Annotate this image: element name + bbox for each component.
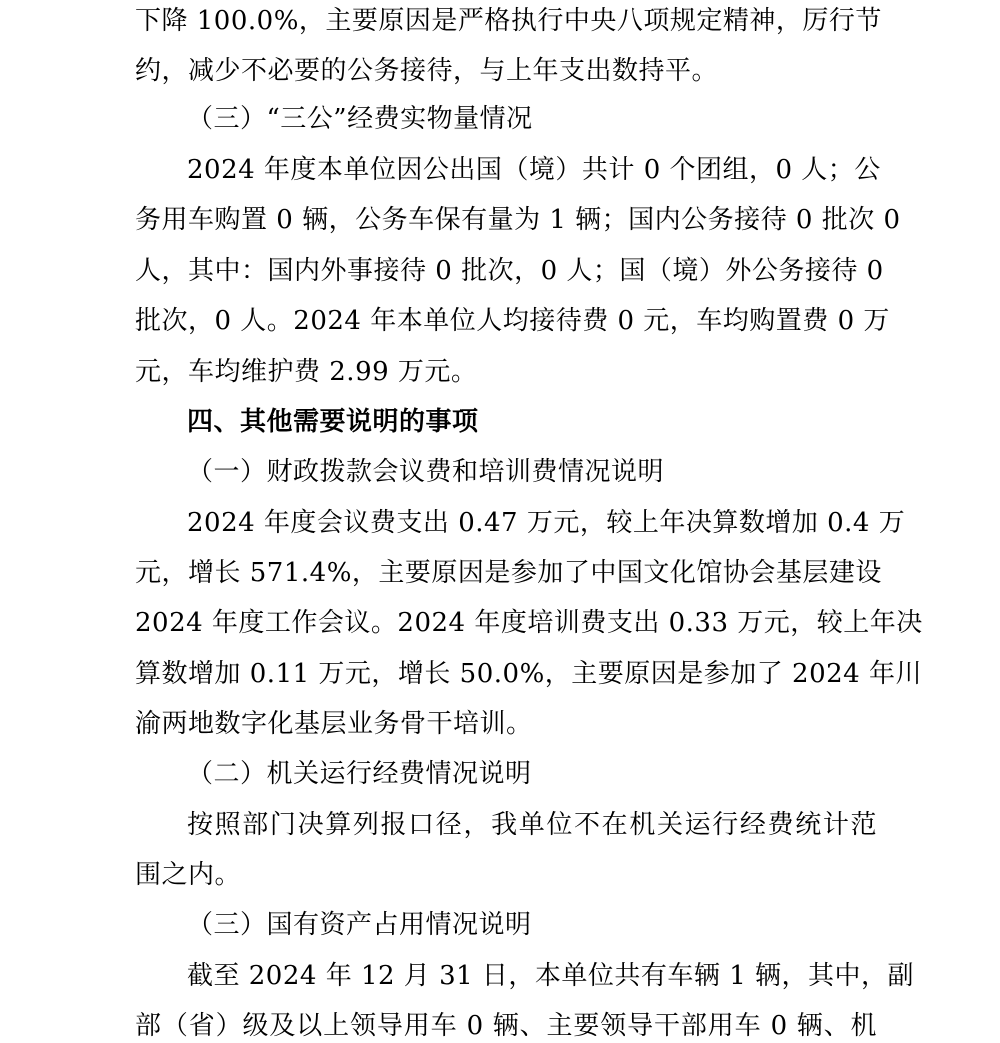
paragraph-line: 围之内。: [135, 860, 242, 890]
paragraph-line: 批次，0 人。2024 年本单位人均接待费 0 元，车均购置费 0 万: [135, 306, 890, 336]
section-heading: （一）财政拨款会议费和培训费情况说明: [187, 457, 665, 487]
paragraph-line: 元，增长 571.4%，主要原因是参加了中国文化馆协会基层建设: [135, 558, 882, 588]
section-heading: （二）机关运行经费情况说明: [187, 759, 532, 789]
paragraph-line: 2024 年度本单位因公出国（境）共计 0 个团组，0 人；公: [187, 155, 881, 185]
section-heading: （三）“三公”经费实物量情况: [187, 104, 533, 134]
paragraph-line: 约，减少不必要的公务接待，与上年支出数持平。: [135, 56, 719, 86]
paragraph-line: 渝两地数字化基层业务骨干培训。: [135, 709, 533, 739]
paragraph-line: 部（省）级及以上领导用车 0 辆、主要领导干部用车 0 辆、机: [135, 1011, 877, 1041]
paragraph-line: 2024 年度会议费支出 0.47 万元，较上年决算数增加 0.4 万: [187, 508, 906, 538]
paragraph-line: 算数增加 0.11 万元，增长 50.0%，主要原因是参加了 2024 年川: [135, 659, 922, 689]
paragraph-line: 下降 100.0%，主要原因是严格执行中央八项规定精神，厉行节: [135, 6, 882, 36]
paragraph-line: 人，其中：国内外事接待 0 批次，0 人；国（境）外公务接待 0: [135, 256, 884, 286]
paragraph-line: 元，车均维护费 2.99 万元。: [135, 357, 478, 387]
paragraph-line: 务用车购置 0 辆，公务车保有量为 1 辆；国内公务接待 0 批次 0: [135, 205, 901, 235]
chapter-heading: 四、其他需要说明的事项: [187, 407, 479, 437]
paragraph-line: 2024 年度工作会议。2024 年度培训费支出 0.33 万元，较上年决: [135, 608, 923, 638]
section-heading: （三）国有资产占用情况说明: [187, 910, 532, 940]
paragraph-line: 截至 2024 年 12 月 31 日，本单位共有车辆 1 辆，其中，副: [187, 961, 914, 991]
paragraph-line: 按照部门决算列报口径，我单位不在机关运行经费统计范: [187, 810, 877, 840]
